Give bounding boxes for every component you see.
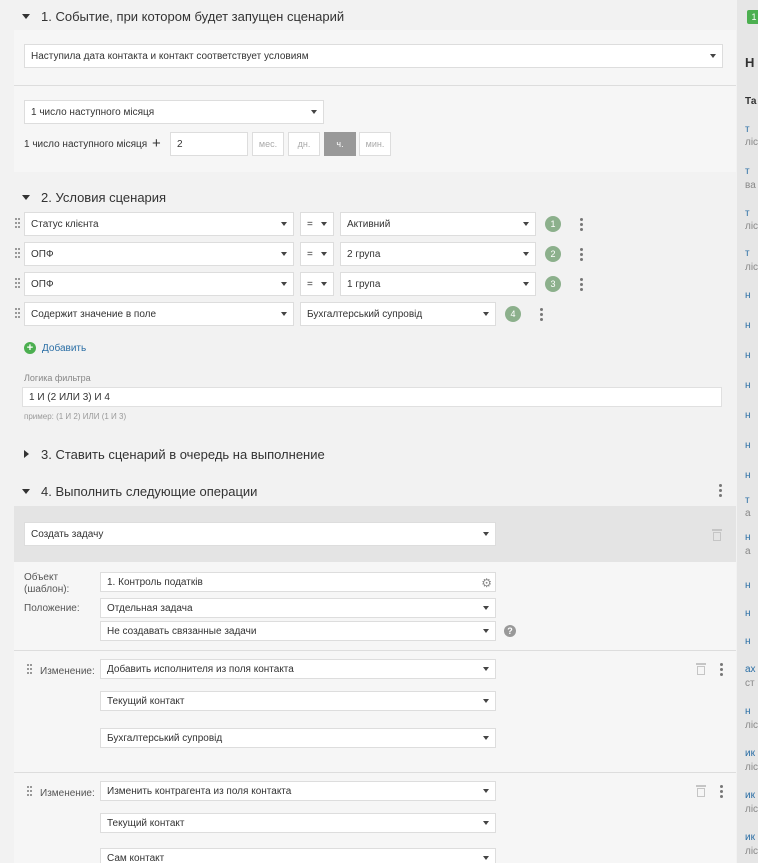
strip-link[interactable]: н: [745, 350, 751, 361]
strip-link[interactable]: ик: [745, 832, 755, 843]
strip-text: а: [745, 546, 751, 557]
condition-2-field-value: ОПФ: [31, 248, 54, 260]
condition-2-field[interactable]: [24, 242, 294, 266]
strip-link[interactable]: н: [745, 290, 751, 301]
drag-handle-icon[interactable]: [27, 664, 33, 674]
drag-handle-icon[interactable]: [15, 308, 21, 318]
strip-badge: 1: [747, 10, 758, 24]
position-value: Отдельная задача: [107, 602, 193, 614]
background-page-strip: [737, 0, 758, 863]
logic-hint: пример: (1 И 2) ИЛИ (1 И 3): [24, 412, 127, 421]
chevron-down-icon: [523, 282, 529, 286]
delete-change-icon[interactable]: [696, 663, 706, 675]
chevron-down-icon: [710, 54, 716, 58]
strip-link[interactable]: н: [745, 410, 751, 421]
more-options-icon[interactable]: [540, 308, 544, 322]
divider: [14, 772, 736, 773]
more-options-icon[interactable]: [720, 663, 724, 677]
condition-number-badge: 4: [505, 306, 521, 322]
event-select-value: Наступила дата контакта и контакт соответствует условиям: [31, 50, 309, 62]
drag-handle-icon[interactable]: [15, 248, 21, 258]
strip-text: ліс: [745, 720, 758, 731]
divider: [14, 650, 736, 651]
chevron-down-icon: [281, 252, 287, 256]
chevron-down-icon: [523, 252, 529, 256]
related-tasks-value: Не создавать связанные задачи: [107, 625, 257, 637]
strip-text: ліс: [745, 137, 758, 148]
date-select[interactable]: [24, 100, 324, 124]
more-options-icon[interactable]: [580, 278, 584, 292]
unit-hours[interactable]: ч.: [324, 132, 356, 156]
delete-action-icon[interactable]: [712, 529, 722, 541]
event-select[interactable]: [24, 44, 723, 68]
strip-link[interactable]: ик: [745, 748, 755, 759]
help-icon[interactable]: ?: [504, 625, 516, 637]
strip-link[interactable]: н: [745, 470, 751, 481]
condition-4-value[interactable]: [300, 302, 496, 326]
chevron-down-icon: [483, 699, 489, 703]
plus-icon: +: [152, 135, 161, 152]
logic-label: Логика фильтра: [24, 373, 91, 383]
strip-link[interactable]: н: [745, 440, 751, 451]
delete-change-icon[interactable]: [696, 785, 706, 797]
section-4-more-icon[interactable]: [719, 484, 723, 498]
chevron-down-icon: [321, 282, 327, 286]
strip-link[interactable]: т: [745, 495, 750, 506]
object-input[interactable]: [100, 572, 496, 592]
strip-link[interactable]: н: [745, 608, 751, 619]
chevron-down-icon: [483, 629, 489, 633]
condition-1-value-text: Активний: [347, 218, 391, 230]
chevron-down-icon: [483, 606, 489, 610]
strip-link[interactable]: т: [745, 248, 750, 259]
chevron-down-icon: [483, 821, 489, 825]
action-type-value: Создать задачу: [31, 528, 104, 540]
collapse-icon: [22, 14, 30, 19]
strip-link[interactable]: т: [745, 208, 750, 219]
change-1-value-1: Текущий контакт: [107, 695, 185, 707]
chevron-down-icon: [483, 736, 489, 740]
condition-number-badge: 2: [545, 246, 561, 262]
strip-text: ліс: [745, 262, 758, 273]
condition-3-value[interactable]: [340, 272, 536, 296]
unit-days[interactable]: дн.: [288, 132, 320, 156]
strip-text: ліс: [745, 846, 758, 857]
change-1-type-value: Добавить исполнителя из поля контакта: [107, 663, 294, 675]
chevron-down-icon: [321, 222, 327, 226]
unit-minutes[interactable]: мин.: [359, 132, 391, 156]
condition-number-badge: 1: [545, 216, 561, 232]
condition-3-field-value: ОПФ: [31, 278, 54, 290]
change-1-value-2: Бухгалтерський супровід: [107, 732, 223, 744]
gear-icon[interactable]: ⚙: [481, 576, 492, 590]
action-type-select[interactable]: [24, 522, 496, 546]
add-icon: +: [24, 342, 36, 354]
condition-3-value-text: 1 група: [347, 278, 381, 290]
offset-value-input[interactable]: 2: [170, 132, 248, 156]
unit-months[interactable]: мес.: [252, 132, 284, 156]
chevron-down-icon: [483, 667, 489, 671]
condition-1-field[interactable]: [24, 212, 294, 236]
strip-text: ва: [745, 180, 756, 191]
change-1-value-2-select[interactable]: [100, 728, 496, 748]
change-2-label: Изменение:: [40, 788, 95, 799]
more-options-icon[interactable]: [580, 218, 584, 232]
collapse-icon: [22, 489, 30, 494]
strip-link[interactable]: ик: [745, 790, 755, 801]
strip-link[interactable]: н: [745, 380, 751, 391]
change-2-value-2-select[interactable]: [100, 848, 496, 863]
condition-4-field-value: Содержит значение в поле: [31, 308, 157, 320]
strip-text: ліс: [745, 221, 758, 232]
condition-2-value[interactable]: [340, 242, 536, 266]
chevron-down-icon: [523, 222, 529, 226]
strip-text: ст: [745, 678, 755, 689]
strip-link[interactable]: т: [745, 124, 750, 135]
chevron-down-icon: [483, 532, 489, 536]
condition-2-operator-value: =: [307, 248, 313, 260]
strip-link[interactable]: н: [745, 532, 751, 543]
strip-text: ліс: [745, 804, 758, 815]
object-value: 1. Контроль податків: [107, 576, 203, 588]
strip-link[interactable]: н: [745, 320, 751, 331]
chevron-down-icon: [321, 252, 327, 256]
expand-icon: [24, 450, 29, 458]
section-2-title: 2. Условия сценария: [41, 189, 167, 205]
strip-text: Н: [745, 55, 755, 70]
strip-link[interactable]: ах: [745, 664, 756, 675]
chevron-down-icon: [281, 312, 287, 316]
section-2-header[interactable]: [22, 187, 166, 207]
section-4-title: 4. Выполнить следующие операции: [41, 483, 258, 499]
change-2-value-1: Текущий контакт: [107, 817, 185, 829]
drag-handle-icon[interactable]: [27, 786, 33, 796]
section-4-header[interactable]: [22, 481, 257, 501]
section-1-title: 1. Событие, при котором будет запущен сценарий: [41, 8, 345, 24]
chevron-down-icon: [483, 789, 489, 793]
drag-handle-icon[interactable]: [15, 278, 21, 288]
more-options-icon[interactable]: [580, 248, 584, 262]
strip-link[interactable]: н: [745, 706, 751, 717]
condition-2-value-text: 2 група: [347, 248, 381, 260]
object-label: Объект (шаблон):: [24, 572, 70, 595]
chevron-down-icon: [483, 312, 489, 316]
change-1-value-1-select[interactable]: [100, 691, 496, 711]
section-1-header[interactable]: [22, 6, 344, 26]
strip-text: ліс: [745, 762, 758, 773]
condition-1-field-value: Статус клієнта: [31, 218, 99, 230]
chevron-down-icon: [281, 282, 287, 286]
date-select-value: 1 число наступного місяця: [31, 106, 155, 118]
condition-3-field[interactable]: [24, 272, 294, 296]
condition-number-badge: 3: [545, 276, 561, 292]
strip-text: Та: [745, 96, 757, 107]
chevron-down-icon: [483, 856, 489, 860]
chevron-down-icon: [311, 110, 317, 114]
change-1-label: Изменение:: [40, 666, 95, 677]
strip-link[interactable]: т: [745, 166, 750, 177]
change-2-type-value: Изменить контрагента из поля контакта: [107, 785, 292, 797]
change-2-value-1-select[interactable]: [100, 813, 496, 833]
condition-1-operator-value: =: [307, 218, 313, 230]
chevron-down-icon: [281, 222, 287, 226]
condition-3-operator[interactable]: [300, 272, 334, 296]
position-select[interactable]: [100, 598, 496, 618]
more-options-icon[interactable]: [720, 785, 724, 799]
section-3-header[interactable]: [22, 444, 325, 464]
change-2-type-select[interactable]: [100, 781, 496, 801]
drag-handle-icon[interactable]: [15, 218, 21, 228]
related-tasks-select[interactable]: [100, 621, 496, 641]
divider: [14, 85, 736, 86]
condition-1-operator[interactable]: [300, 212, 334, 236]
strip-text: а: [745, 508, 751, 519]
add-condition-label: Добавить: [42, 342, 87, 354]
strip-link[interactable]: н: [745, 580, 751, 591]
strip-link[interactable]: н: [745, 636, 751, 647]
change-1-type-select[interactable]: [100, 659, 496, 679]
section-3-title: 3. Ставить сценарий в очередь на выполнение: [41, 446, 325, 462]
logic-input[interactable]: 1 И (2 ИЛИ 3) И 4: [22, 387, 722, 407]
condition-3-operator-value: =: [307, 278, 313, 290]
condition-4-value-text: Бухгалтерський супровід: [307, 308, 423, 320]
offset-label: 1 число наступного місяця: [24, 139, 148, 150]
position-label: Положение:: [24, 603, 80, 614]
collapse-icon: [22, 195, 30, 200]
condition-2-operator[interactable]: [300, 242, 334, 266]
add-condition-button[interactable]: [24, 342, 86, 354]
condition-4-field[interactable]: [24, 302, 294, 326]
condition-1-value[interactable]: [340, 212, 536, 236]
change-2-value-2: Сам контакт: [107, 852, 165, 863]
